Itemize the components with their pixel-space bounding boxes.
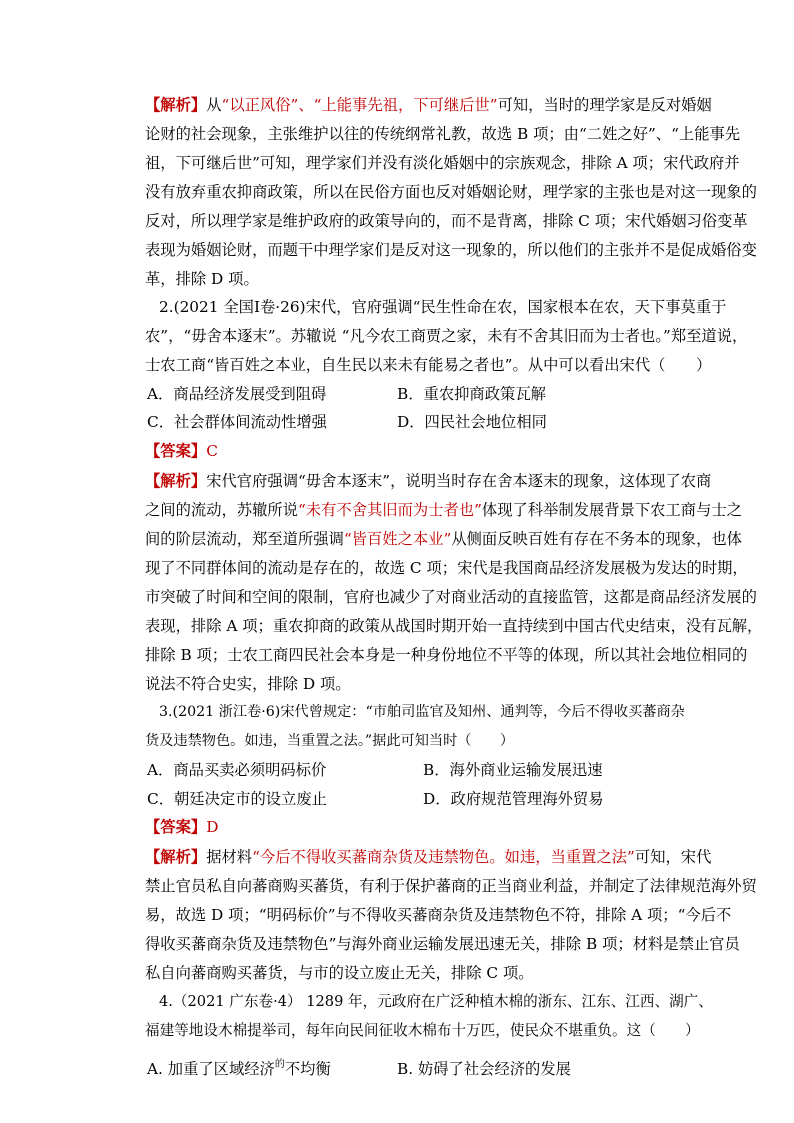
option-b: B. 妨碍了社会经济的发展	[397, 1060, 571, 1078]
question-stem: 4.（2021 广东卷·4） 1289 年，元政府在广泛种植木棉的浙东、江东、江西、湖广、	[159, 993, 713, 1010]
analysis-line: 祖，下可继后世”可知，理学家们并没有淡化婚姻中的宗族观念，排除 A 项；宋代政府并	[145, 154, 740, 172]
analysis-line: 私自向蕃商购买蕃货，与市的设立废止无关，排除 C 项。	[145, 964, 534, 982]
option-a: A．商品经济发展受到阻碍	[147, 385, 327, 403]
question-stem: 货及违禁物色。如违，当重置之法。”据此可知当时（ ）	[145, 733, 515, 749]
text: 宋代官府强调“毋舍本逐末”，说明当时存在舍本逐末的现象，这体现了农商	[206, 472, 712, 490]
option-c: C．社会群体间流动性增强	[147, 413, 327, 431]
text: 体现了科举制发展背景下农工商与士之	[481, 501, 742, 519]
analysis-label: 【解析】	[145, 848, 207, 866]
question-stem: 福建等地设木棉提举司，每年向民间征收木棉布十万匹，使民众不堪重负。这（ ）	[145, 1022, 700, 1039]
analysis-line: 禁止官员私自向蕃商购买蕃货，有利于保护蕃商的正当商业利益，并制定了法律规范海外贸	[145, 877, 757, 895]
quoted-text: “以正风俗”、“上能事先祖，下可继后世”	[221, 96, 498, 114]
text: 可知，宋代	[634, 848, 712, 866]
text: A. 加重了区域经济	[147, 1060, 275, 1078]
analysis-line: 表现为婚姻论财，而题干中理学家们是反对这一现象的，所以他们的主张并不是促成婚俗变	[145, 241, 757, 259]
answer-value: D	[206, 818, 219, 836]
answer-value: C	[206, 442, 218, 460]
answer-line	[145, 441, 218, 461]
question-stem: 农”，“毋舍本逐末”。苏辙说 “凡今农工商贾之家，未有不舍其旧而为士者也。”郑至道说，	[145, 327, 748, 345]
analysis-line: 论财的社会现象，主张维护以往的传统纲常礼教，故选 B 项；由“二姓之好”、“上能事先	[145, 125, 741, 143]
analysis-line: 市突破了时间和空间的限制，官府也减少了对商业活动的直接监管，这都是商品经济发展的	[145, 588, 757, 606]
quoted-text: “未有不舍其旧而为士者也”	[297, 501, 482, 519]
analysis-line: 革，排除 D 项。	[145, 270, 259, 288]
analysis-line: 没有放弃重农抑商政策，所以在民俗方面也反对婚姻论财，理学家的主张也是对这一现象的	[145, 183, 757, 201]
analysis-label: 【解析】	[145, 96, 207, 114]
question-stem: 3.(2021 浙江卷·6)宋代曾规定：“市舶司监官及知州、通判等，今后不得收买蕃商杂	[159, 704, 685, 720]
text: 间的阶层流动，郑至道所强调	[145, 530, 344, 548]
text: 从	[206, 96, 222, 114]
answer-label: 【答案】	[145, 818, 207, 836]
option-d: D．四民社会地位相同	[397, 413, 547, 431]
superscript-text: 的	[274, 1059, 285, 1070]
analysis-line: 反对，所以理学家是维护政府的政策导向的，而不是背离，排除 C 项；宋代婚姻习俗变革	[145, 212, 748, 230]
option-b: B．海外商业运输发展迅速	[423, 761, 603, 779]
analysis-line: 现了不同群体间的流动是存在的，故选 C 项；宋代是我国商品经济发展极为发达的时期，	[145, 559, 748, 577]
quoted-text: “今后不得收买蕃商杂货及违禁物色。如违，当重置之法”	[252, 848, 635, 866]
option-a: A．商品买卖必须明码标价	[147, 761, 327, 779]
text: 据材料	[206, 848, 253, 866]
analysis-label: 【解析】	[145, 472, 207, 490]
analysis-line	[145, 847, 711, 867]
option-a	[147, 1059, 331, 1082]
question-stem: 2.(2021 全国Ⅰ卷·26)宋代，官府强调“民生性命在农，国家根本在农，天下事莫重于	[159, 298, 727, 316]
text: 从侧面反映百姓有存在不务本的现象，也体	[451, 530, 742, 548]
option-b: B．重农抑商政策瓦解	[397, 385, 546, 403]
analysis-line: 排除 B 项；士农工商四民社会本身是一种身份地位不平等的体现，所以其社会地位相同的	[145, 646, 748, 664]
option-c: C．朝廷决定市的设立废止	[147, 790, 327, 808]
quoted-text: “皆百姓之本业”	[343, 530, 452, 548]
analysis-line	[145, 500, 742, 520]
answer-label: 【答案】	[145, 442, 207, 460]
question-stem: 士农工商“皆百姓之本业，自生民以来未有能易之者也”。从中可以看出宋代（ ）	[145, 356, 712, 374]
text: 不均衡	[284, 1060, 331, 1078]
analysis-line: 表现，排除 A 项；重农抑商的政策从战国时期开始一直持续到中国古代史结束，没有瓦解，	[145, 617, 763, 635]
analysis-line	[145, 95, 712, 115]
text: 可知，当时的理学家是反对婚姻	[497, 96, 712, 114]
text: 之间的流动，苏辙所说	[145, 501, 298, 519]
analysis-line	[145, 471, 711, 491]
option-d: D．政府规范管理海外贸易	[423, 790, 604, 808]
analysis-line: 得收买蕃商杂货及违禁物色”与海外商业运输发展迅速无关，排除 B 项；材料是禁止官员	[145, 935, 740, 953]
analysis-line: 说法不符合史实，排除 D 项。	[145, 675, 351, 693]
analysis-line: 易，故选 D 项；“明码标价”与不得收买蕃商杂货及违禁物色不符，排除 A 项；“今后不	[145, 906, 732, 924]
analysis-line	[145, 529, 742, 549]
answer-line	[145, 817, 218, 837]
